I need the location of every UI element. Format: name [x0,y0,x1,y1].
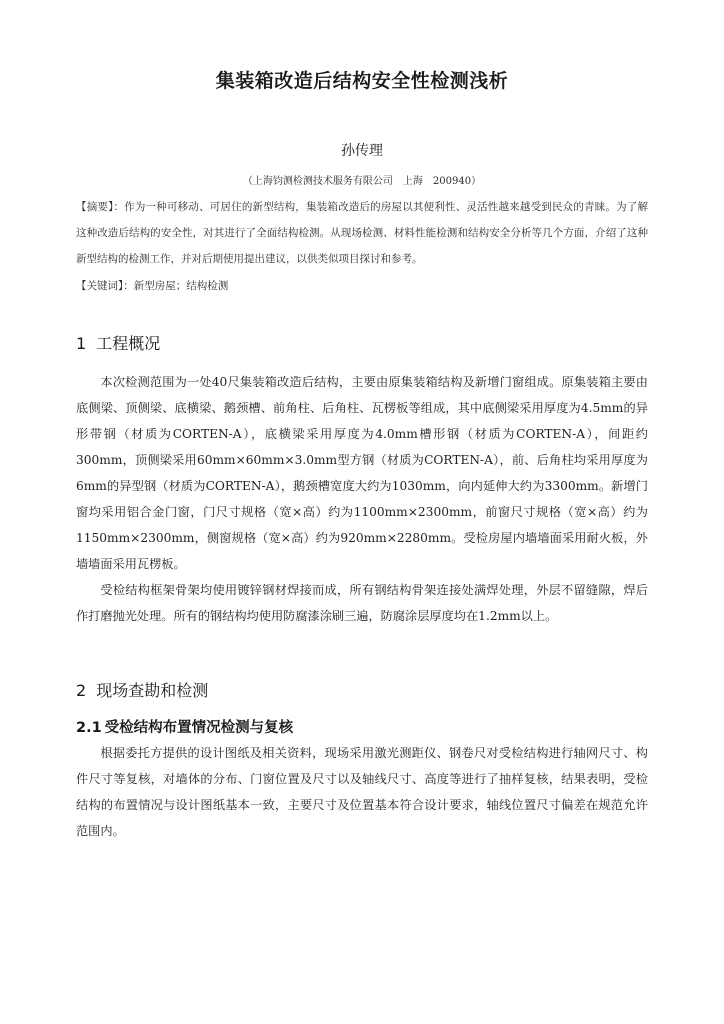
abstract-text: 作为一种可移动、可居住的新型结构，集装箱改造后的房屋以其便利性、灵活性越来越受到民众的青睐。为了解这种改造后结构的安全性，对其进行了全面结构检测。从现场检测、材料性能检测和结构安全分析等几个方面，介绍了这种新型结构的检测工作，并对后期使用提出建议，以供类似项目探讨和参考。 [76,201,648,265]
section-2-number: 2 [76,681,87,700]
subsection-2-1-body [76,740,648,844]
section-1-paragraph-1: 本次检测范围为一处40尺集装箱改造后结构，主要由原集装箱结构及新增门窗组成。原集装箱主要由底侧梁、顶侧梁、底横梁、鹅颈槽、前角柱、后角柱、瓦楞板等组成，其中底侧梁采用厚度为4.5mm的异形带钢（材质为CORTEN-A），底横梁采用厚度为4.0mm槽形钢（材质为CORTEN-A），间距约300mm，顶侧梁采用60mm×60mm×3.0mm型方钢（材质为CORTEN-A），前、后角柱均采用厚度为6mm的异型钢（材质为CORTEN-A），鹅颈槽宽度大约为1030mm，向内延伸大约为3300mm。新增门窗均采用铝合金门窗，门尺寸规格（宽×高）约为1100mm×2300mm，前窗尺寸规格（宽×高）约为1150mm×2300mm，侧窗规格（宽×高）约为920mm×2280mm。受检房屋内墙墙面采用耐火板，外墙墙面采用瓦楞板。 [76,375,648,571]
keywords-block [76,273,648,299]
section-1-title: 工程概况 [96,334,161,353]
abstract-block [76,194,648,272]
abstract-paragraph [76,194,648,272]
section-2-title: 现场查勘和检测 [96,681,209,700]
subsection-2-1-heading [76,716,293,737]
section-1-heading [76,331,160,354]
author-name: 孙传理 [341,143,383,159]
subsection-2-1-number: 2.1 [76,720,102,736]
abstract-label: 【摘要】： [76,201,125,213]
section-1-number: 1 [76,334,87,353]
keywords-text: 新型房屋；结构检测 [133,280,229,292]
paper-title: 集装箱改造后结构安全性检测浅析 [215,70,509,92]
subsection-2-1-title: 受检结构布置情况检测与复核 [104,720,294,736]
subsection-2-1-paragraph-1: 根据委托方提供的设计图纸及相关资料，现场采用激光测距仪、钢卷尺对受检结构进行轴网尺寸、构件尺寸等复核，对墙体的分布、门窗位置及尺寸以及轴线尺寸、高度等进行了抽样复核，结果表明，受检结构的布置情况与设计图纸基本一致，主要尺寸及位置基本符合设计要求，轴线位置尺寸偏差在规范允许范围内。 [76,746,648,838]
section-2-heading [76,678,208,701]
author-affiliation: （上海钧测检测技术服务有限公司 上海 200940） [242,176,482,187]
keywords-label: 【关键词】： [76,280,134,292]
section-1-body [76,369,648,629]
section-1-paragraph-2: 受检结构框架骨架均使用镀锌钢材焊接而成，所有钢结构骨架连接处满焊处理，外层不留缝隙，焊后作打磨抛光处理。所有的钢结构均使用防腐漆涂刷三遍，防腐涂层厚度均在1.2mm以上。 [76,583,648,623]
